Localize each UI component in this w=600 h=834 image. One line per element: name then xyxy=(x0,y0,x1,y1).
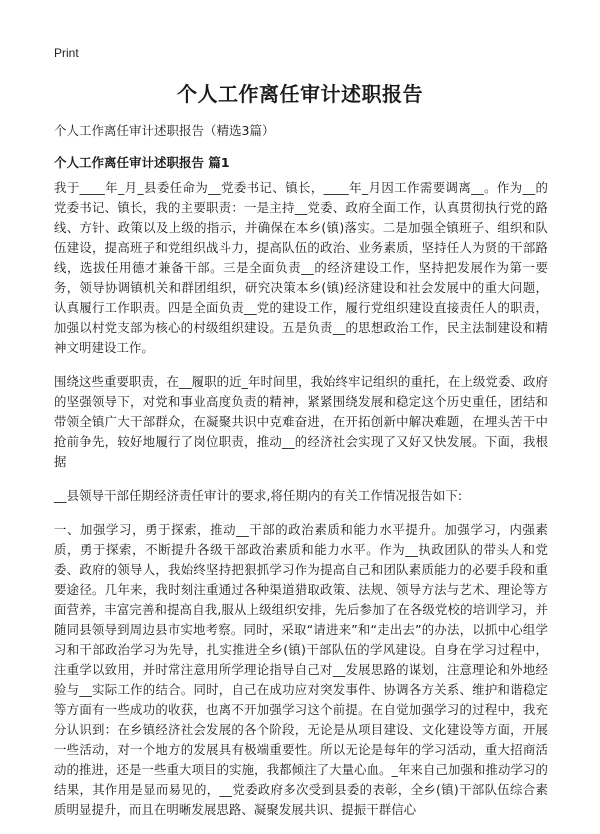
document-body xyxy=(54,178,548,834)
section-heading: 个人工作离任审计述职报告 篇1 xyxy=(54,155,230,170)
body-paragraph-3: __县领导干部任期经济责任审计的要求,将任期内的有关工作情况报告如下: xyxy=(54,488,463,503)
body-paragraph-4: 一、加强学习，勇于探索，推动__干部的政治素质和能力水平提升。加强学习，内强素质，勇于探索，不断提升各级干部政治素质和能力水平。作为__执政团队的带头人和党委、政府的领导人，我始终坚持把狠抓学习作为提高自己和团队素质能力的必要手段和重要途径。几年来，我时刻注重通过各种渠道猎取政策、法规、领导方法与艺术、理论等方面营养，丰富完善和提高自我,服从上级组织安排，先后参加了在各级党校的培训学习，并随同县领导到周边县市实地考察。同时，采取“请进来”和“走出去”的办法，以抓中心组学习和干部政治学习为先导，扎实推进全乡(镇)干部队伍的学风建设。自身在学习过程中，注重学以致用，并时常注意用所学理论指导自己对__发展思路的谋划，注意理论和外地经验与__实际工作的结合。同时，自己在成功应对突发事件、协调各方关系、维护和谐稳定等方面有一些成功的收获，也离不开加强学习这个前提。在自觉加强学习的过程中，我充分认识到：在乡镇经济社会发展的各个阶段，无论是从项目建设、文化建设等方面，开展一些活动，对一个地方的发展具有极端重要性。所以无论是每年的学习活动，重大招商活动的推进，还是一些重大项目的实施，我都倾注了大量心血。_年来自己加强和推动学习的结果，其作用是显而易见的，__党委政府多次受到县委的表彰，全乡(镇)干部队伍综合素质明显提升，而且在明晰发展思路、凝聚发展共识、提振干群信心 xyxy=(54,522,548,817)
body-paragraph-1: 我于____年_月_县委任命为__党委书记、镇长，____年_月因工作需要调离__。作为__的党委书记、镇长，我的主要职责：一是主持__党委、政府全面工作，认真贯彻执行党的路线、方针、政策以及上级的指示，并确保在本乡(镇)落实。二是加强全镇班子、组织和队伍建设，提高班子和党组织战斗力，提高队伍的政治、业务素质，坚持任人为贤的干部路线，选拔任用德才兼备干部。三是全面负责__的经济建设工作，坚持把发展作为第一要务，领导协调镇机关和群团组织，研究决策本乡(镇)经济建设和社会发展中的重大问题，认真履行工作职责。四是全面负责__党的建设工作，履行党组织建设直接责任人的职责，加强以村党支部为核心的村级组织建设。五是负责__的思想政治工作，民主法制建设和精神文明建设工作。 xyxy=(54,180,548,355)
print-label: Print xyxy=(54,46,79,60)
document-title: 个人工作离任审计述职报告 xyxy=(177,82,423,106)
document-subtitle: 个人工作离任审计述职报告（精选3篇） xyxy=(54,123,275,138)
body-paragraph-2: 围绕这些重要职责，在__履职的近_年时间里，我始终牢记组织的重托，在上级党委、政府的坚强领导下，对党和事业高度负责的精神，紧紧围绕发展和稳定这个历史重任，团结和带领全镇广大干部群众，在凝聚共识中克难奋进，在开拓创新中解决难题，在埋头苦干中抢前争先，较好地履行了岗位职责，推动__的经济社会实现了又好又快发展。下面，我根据 xyxy=(54,374,548,469)
